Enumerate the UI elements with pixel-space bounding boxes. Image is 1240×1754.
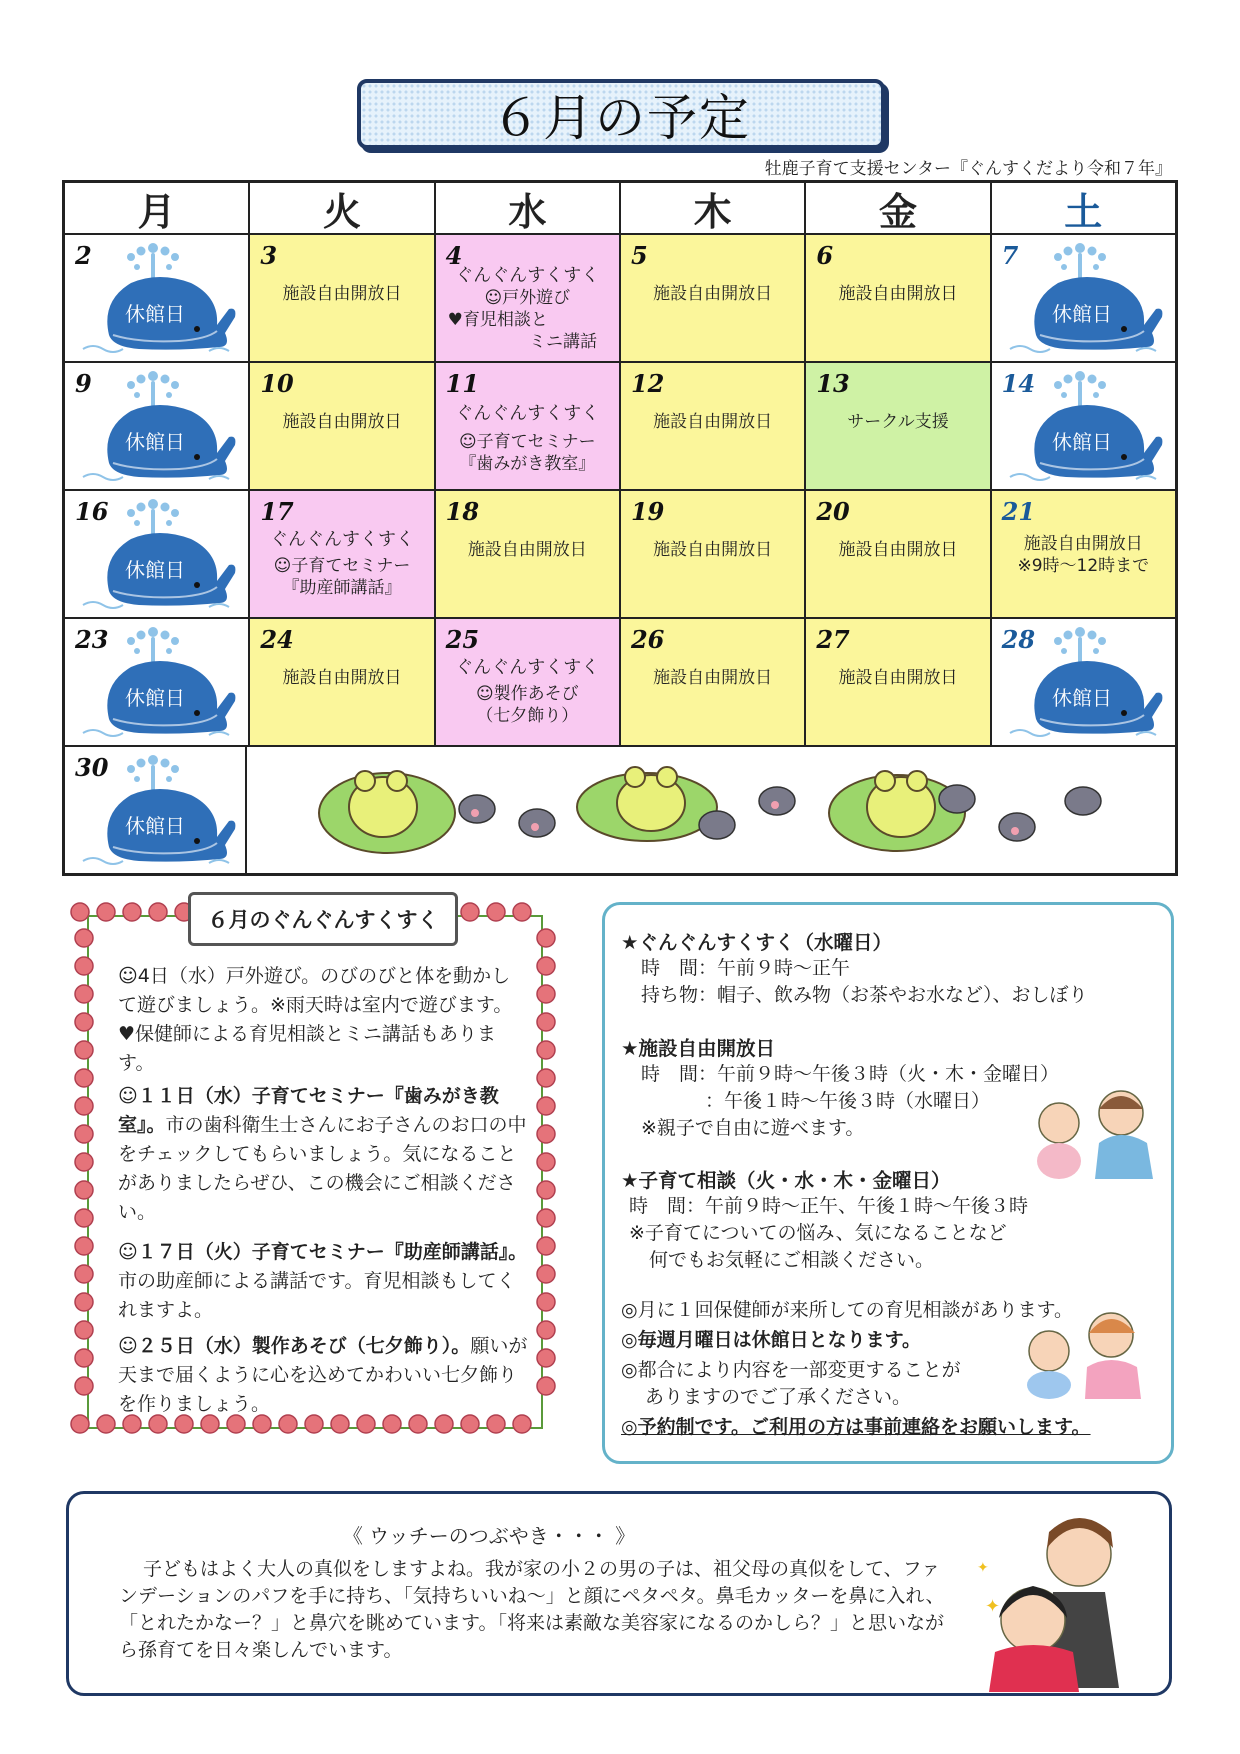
day-cell: [805, 234, 990, 362]
rose-icon: [149, 903, 167, 921]
svg-text:休館日: 休館日: [125, 686, 185, 710]
rose-icon: [75, 1293, 93, 1311]
rose-icon: [537, 1237, 555, 1255]
info-line: ※親子で自由に遊べます。: [641, 1117, 865, 1139]
weekday-fri: 金: [805, 182, 990, 234]
day-cell: [435, 618, 620, 746]
event-text: 施設自由開放日: [653, 668, 773, 688]
barber-illustration: [969, 1502, 1149, 1692]
whale-icon: [1006, 243, 1166, 355]
sparkle-icon: ✦: [985, 1596, 1001, 1617]
gungun-item: [118, 1082, 528, 1227]
date-number: 16: [75, 497, 109, 526]
calendar: [62, 180, 1178, 876]
gungun-item: [118, 1238, 528, 1325]
svg-text:休館日: 休館日: [1051, 686, 1112, 710]
rose-icon: [75, 1349, 93, 1367]
event-text: 施設自由開放日: [653, 284, 773, 304]
rose-icon: [537, 1293, 555, 1311]
gungun-item: [118, 1332, 528, 1419]
rose-icon: [75, 1097, 93, 1115]
info-note: ありますのでご了承ください。: [645, 1386, 912, 1408]
day-cell: [249, 234, 434, 362]
decoration-cell: [246, 746, 1176, 874]
date-number: 28: [1001, 625, 1036, 654]
day-cell: [991, 490, 1176, 618]
info-line: 時 間：午前９時～正午、午後１時～午後３時: [629, 1195, 1029, 1217]
date-number: 25: [445, 625, 480, 654]
event-text: 施設自由開放日: [653, 412, 773, 432]
event-title: ぐんぐんすくすく: [455, 403, 600, 424]
rose-icon: [71, 1415, 89, 1433]
rose-icon: [461, 903, 479, 921]
date-number: 2: [75, 241, 92, 270]
whale-icon: [79, 371, 239, 483]
rose-icon: [537, 929, 555, 947]
rose-icon: [537, 1377, 555, 1395]
date-number: 10: [260, 369, 294, 398]
info-note: ◎予約制です。ご利用の方は事前連絡をお願いします。: [621, 1416, 1091, 1438]
rose-icon: [75, 1321, 93, 1339]
rose-icon: [537, 985, 555, 1003]
subtitle: 牡鹿子育て支援センター『ぐんすくだより令和７年』: [764, 159, 1172, 179]
day-cell: [991, 362, 1176, 490]
day-cell: [249, 490, 434, 618]
column-body: 子どもはよく大人の真似をしますよね。我が家の小２の男の子は、祖父母の真似をして、ファンデーションのパフを手に持ち、「気持ちいいね～」と顔にペタペタ。鼻毛カッターを鼻に入れ、「とれたかなー？」と鼻穴を眺めています。「将来は素敵な美容家になるのかしら？」と思いながら孫育てを日々楽しんでいます。: [119, 1558, 945, 1661]
mother-baby-illustration: [1015, 1305, 1155, 1401]
event-text: サークル支援: [847, 412, 949, 432]
event-text: 施設自由開放日: [282, 412, 402, 432]
svg-text:休館日: 休館日: [125, 814, 185, 838]
date-number: 27: [816, 625, 850, 654]
info-heading: ★ぐんぐんすくすく（水曜日）: [621, 931, 892, 954]
weekday-wed: 水: [435, 182, 620, 234]
info-line: 何でもお気軽にご相談ください。: [649, 1249, 935, 1271]
column-title: 《 ウッチーのつぶやき・・・ 》: [342, 1524, 636, 1548]
event-text: 施設自由開放日: [653, 540, 773, 560]
svg-text:休館日: 休館日: [1051, 430, 1112, 454]
info-section: [602, 902, 1174, 1464]
date-number: 9: [75, 369, 92, 398]
event-line: 『歯みがき教室』: [459, 454, 596, 474]
parent-child-illustration: [1025, 1083, 1165, 1183]
date-number: 11: [445, 369, 480, 398]
week-row: [64, 746, 1176, 874]
gungun-item-title: ☺１１日（水）子育てセミナー『歯みがき教室』。: [118, 1085, 499, 1136]
date-number: 23: [75, 625, 109, 654]
day-cell: [435, 362, 620, 490]
info-heading: ★子育て相談（火・水・木・金曜日）: [621, 1169, 951, 1192]
day-cell: [435, 234, 620, 362]
date-number: 4: [445, 241, 463, 270]
day-cell: [64, 490, 249, 618]
gungun-section: [70, 898, 560, 1446]
gungun-item-body: 市の助産師による講話です。育児相談もしてくれますよ。: [118, 1270, 516, 1321]
svg-text:休館日: 休館日: [125, 430, 185, 454]
event-line: 施設自由開放日: [1023, 534, 1143, 554]
day-cell: [64, 234, 249, 362]
info-note: ◎毎週月曜日は休館日となります。: [621, 1329, 922, 1351]
date-number: 7: [1001, 241, 1019, 270]
svg-text:休館日: 休館日: [125, 302, 185, 326]
rose-icon: [123, 903, 141, 921]
event-title: ぐんぐんすくすく: [269, 529, 414, 550]
date-number: 5: [630, 241, 648, 270]
event-line: 『助産師講話』: [282, 578, 402, 598]
rose-icon: [75, 1069, 93, 1087]
event-title: ぐんぐんすくすく: [455, 265, 600, 286]
weekday-sat: 土: [991, 182, 1176, 234]
event-text: [992, 533, 1175, 577]
day-cell: [620, 618, 805, 746]
day-cell: [64, 618, 249, 746]
date-number: 12: [630, 369, 665, 398]
rose-icon: [97, 903, 115, 921]
sparkle-icon: ✦: [977, 1560, 989, 1576]
rose-icon: [537, 1041, 555, 1059]
event-line: ミニ講話: [528, 332, 597, 352]
rose-icon: [487, 903, 505, 921]
weekday-tue: 火: [249, 182, 434, 234]
day-cell: [249, 618, 434, 746]
rose-icon: [513, 903, 531, 921]
event-text: [250, 529, 433, 599]
event-line: ♥育児相談と: [447, 310, 548, 330]
rose-icon: [97, 1415, 115, 1433]
rose-icon: [75, 1181, 93, 1199]
whale-icon: [79, 243, 239, 355]
gungun-item-title: ☺２５日（水）製作あそび（七夕飾り）。: [118, 1335, 471, 1357]
info-line: 時 間：午前９時～午後３時（火・木・金曜日）: [641, 1063, 1060, 1085]
event-line: ☺子育てセミナー: [458, 432, 596, 452]
rose-icon: [537, 1349, 555, 1367]
week-row: [64, 490, 1176, 618]
event-text: [436, 403, 619, 475]
info-line: ：午後１時～午後３時（水曜日）: [705, 1090, 991, 1112]
rose-icon: [537, 1181, 555, 1199]
date-number: 24: [260, 625, 294, 654]
rose-icon: [75, 1013, 93, 1031]
event-line: ☺戸外遊び: [484, 288, 571, 308]
date-number: 19: [630, 497, 665, 526]
rose-icon: [75, 1041, 93, 1059]
rose-icon: [537, 1125, 555, 1143]
frog-tadpole-illustration: [247, 747, 1177, 872]
event-text: 施設自由開放日: [838, 668, 958, 688]
gungun-heading: ６月のぐんぐんすくすく: [188, 892, 458, 946]
day-cell: [805, 618, 990, 746]
event-text: 施設自由開放日: [282, 668, 402, 688]
week-row: [64, 362, 1176, 490]
rose-icon: [537, 957, 555, 975]
info-heading: ★施設自由開放日: [621, 1037, 775, 1060]
date-number: 21: [1001, 497, 1036, 526]
svg-text:休館日: 休館日: [1051, 302, 1112, 326]
week-row: [64, 618, 1176, 746]
info-line: 時 間：午前９時～正午: [641, 957, 851, 979]
info-note: ◎月に１回保健師が来所しての育児相談があります。: [621, 1299, 1074, 1321]
rose-icon: [75, 1265, 93, 1283]
event-text: 施設自由開放日: [838, 284, 958, 304]
gungun-item-body: 願いが天まで届くように心を込めてかわいい七夕飾りを作りましょう。: [118, 1335, 528, 1415]
day-cell: [435, 490, 620, 618]
info-line: ※子育てについての悩み、気になることなど: [629, 1222, 1007, 1244]
event-text: 施設自由開放日: [282, 284, 402, 304]
date-number: 17: [260, 497, 294, 526]
rose-icon: [537, 1153, 555, 1171]
day-cell: [620, 490, 805, 618]
day-cell: [991, 234, 1176, 362]
week-row: [64, 234, 1176, 362]
date-number: 30: [75, 753, 109, 782]
rose-icon: [75, 1125, 93, 1143]
day-cell: [64, 362, 249, 490]
rose-icon: [75, 985, 93, 1003]
rose-icon: [537, 1321, 555, 1339]
day-cell: [620, 362, 805, 490]
date-number: 26: [630, 625, 665, 654]
day-cell: [805, 362, 990, 490]
rose-icon: [75, 1209, 93, 1227]
date-number: 14: [1001, 369, 1036, 398]
day-cell: [620, 234, 805, 362]
gungun-item: ☺4日（水）戸外遊び。のびのびと体を動かして遊びましょう。※雨天時は室内で遊びます。♥保健師による育児相談とミニ講話もあります。: [118, 965, 513, 1074]
event-text: 施設自由開放日: [467, 540, 587, 560]
date-number: 3: [260, 241, 278, 270]
date-number: 20: [816, 497, 850, 526]
rose-icon: [75, 929, 93, 947]
weekday-mon: 月: [64, 182, 249, 234]
gungun-item-title: ☺１７日（火）子育てセミナー『助産師講話』。: [118, 1241, 528, 1263]
rose-icon: [537, 1097, 555, 1115]
rose-icon: [71, 903, 89, 921]
event-line: ※9時～12時まで: [1017, 556, 1150, 576]
svg-text:休館日: 休館日: [125, 558, 185, 582]
rose-icon: [537, 1069, 555, 1087]
date-number: 13: [816, 369, 850, 398]
rose-icon: [75, 957, 93, 975]
event-text: [436, 657, 619, 727]
column-section: [66, 1491, 1172, 1696]
info-note: ◎都合により内容を一部変更することが: [621, 1359, 961, 1381]
rose-icon: [75, 1153, 93, 1171]
event-line: ☺製作あそび: [475, 684, 579, 704]
rose-icon: [75, 1377, 93, 1395]
rose-icon: [537, 1013, 555, 1031]
weekday-header-row: [64, 182, 1176, 234]
day-cell: [64, 746, 246, 874]
page-title: ６月の予定: [357, 79, 885, 149]
event-text: [436, 265, 619, 353]
rose-icon: [537, 1209, 555, 1227]
rose-icon: [537, 1265, 555, 1283]
day-cell: [805, 490, 990, 618]
event-title: ぐんぐんすくすく: [455, 657, 600, 678]
day-cell: [249, 362, 434, 490]
weekday-thu: 木: [620, 182, 805, 234]
date-number: 6: [816, 241, 834, 270]
rose-icon: [75, 1237, 93, 1255]
date-number: 18: [445, 497, 480, 526]
event-text: 施設自由開放日: [838, 540, 958, 560]
event-line: （七夕飾り）: [476, 706, 579, 726]
day-cell: [991, 618, 1176, 746]
info-line: 持ち物：帽子、飲み物（お茶やお水など）、おしぼり: [641, 984, 1088, 1006]
event-line: ☺子育てセミナー: [273, 556, 411, 576]
gungun-item-body: 市の歯科衛生士さんにお子さんのお口の中をチェックしてもらいましょう。気になることがありましたらぜひ、この機会にご相談ください。: [118, 1114, 527, 1223]
